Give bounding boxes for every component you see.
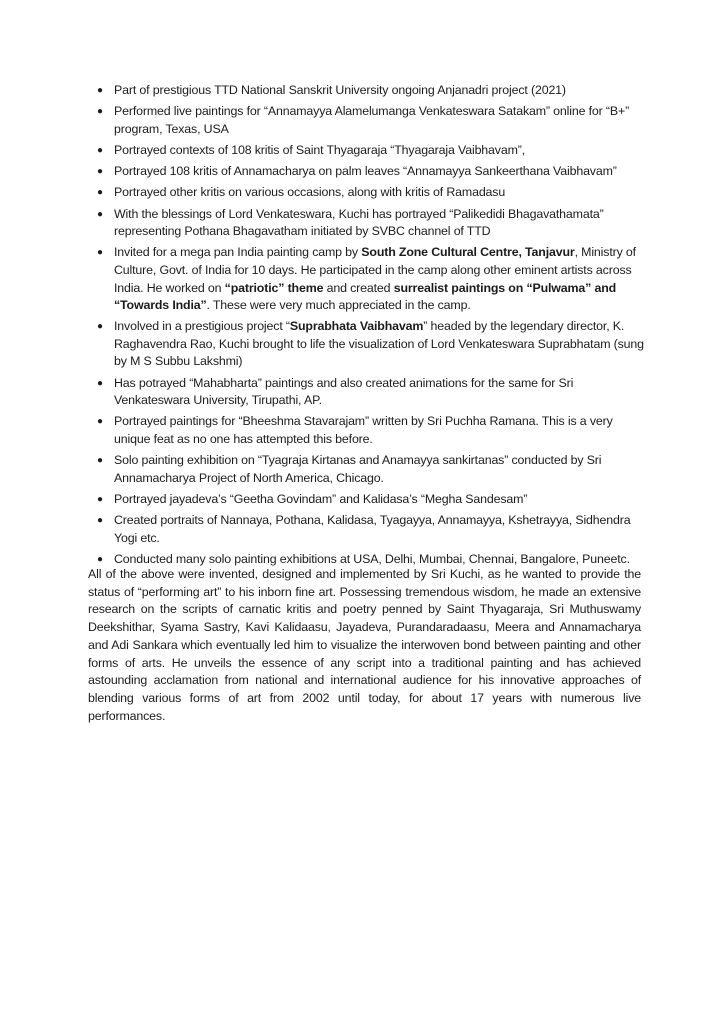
list-item — [97, 244, 646, 314]
bullet-icon: ● — [97, 144, 103, 156]
item-text: Created portraits of Nannaya, Pothana, Kalidasa, Tyagayya, Annamayya, Kshetrayya, Sidhendra Yogi etc. — [114, 513, 631, 545]
bullet-icon: ● — [97, 85, 103, 96]
list-item — [97, 206, 646, 241]
bullet-icon: ● — [97, 106, 103, 118]
list-item — [97, 413, 646, 448]
bullet-icon: ● — [97, 494, 103, 505]
bullet-icon: ● — [97, 416, 103, 428]
bullet-icon: ● — [97, 515, 103, 527]
item-text: Has potrayed “Mahabharta” paintings and also created animations for the same for Sri Venkateswara University, Tirupathi, AP. — [114, 375, 574, 408]
item-text: and created — [323, 280, 394, 295]
list-item — [97, 82, 646, 100]
list-item — [97, 512, 646, 547]
item-text: Portrayed jayadeva’s “Geetha Govindam” and Kalidasa’s “Megha Sandesam” — [114, 492, 528, 506]
bullet-icon: ● — [97, 208, 103, 220]
summary-paragraph: All of the above were invented, designed and implemented by Sri Kuchi, as he wanted to provide the status of “performing art” to his inborn fine art. Possessing tremendous wisdom, he made an extensive research on the scripts of carnatic kritis and poetry penned by Saint Thyagaraja, Sri Muthuswamy Deekshithar, Syama Sastry, Kavi Kalidaasu, Jayadeva, Purandaradaasu, Meera and Annamacharya and Adi Sankara which eventually led him to visualize the interwoven bond between painting and other forms of arts. He unveils the essence of any script into a traditional painting and has achieved astounding acclamation from national and international audience for his innovative approaches of blending various forms of art from 2002 until today, for about 17 years with numerous live performances. — [88, 567, 641, 723]
item-text: Part of prestigious TTD National Sanskrit University ongoing Anjanadri project (2021) — [114, 83, 566, 97]
item-text: Invited for a mega pan India painting camp by — [114, 245, 362, 260]
list-item — [97, 375, 646, 410]
list-item — [97, 142, 646, 160]
list-item — [97, 103, 646, 138]
bullet-icon: ● — [97, 187, 103, 199]
list-item — [97, 452, 646, 487]
item-text: Performed live paintings for “Annamayya Alamelumanga Venkateswara Satakam” online for “B+” program, Texas, USA — [114, 104, 630, 136]
item-text: Portrayed 108 kritis of Annamacharya on palm leaves “Annamayya Sankeerthana Vaibhavam” — [114, 164, 617, 179]
item-text: . These were very much appreciated in the camp. — [206, 298, 471, 313]
list-item — [97, 318, 646, 371]
item-text: With the blessings of Lord Venkateswara, Kuchi has portrayed “Palikedidi Bhagavathamata” representing Pothana Bhagavatham initiated by SVBC channel of TTD — [114, 206, 604, 239]
bullet-icon: ● — [97, 377, 103, 389]
item-text: Portrayed contexts of 108 kritis of Saint Thyagaraja “Thyagaraja Vaibhavam”, — [114, 142, 526, 157]
achievements-list — [97, 82, 646, 572]
bold-text: surrealist paintings on “Pulwama” and “Towards India” — [114, 280, 617, 313]
bold-text: South Zone Cultural Centre, Tanjavur — [361, 245, 575, 260]
bullet-icon: ● — [97, 553, 103, 565]
bullet-icon: ● — [97, 247, 103, 259]
bold-text: “patriotic” theme — [224, 280, 324, 295]
item-text: Conducted many solo painting exhibitions at USA, Delhi, Mumbai, Chennai, Bangalore, Puneetc. — [114, 551, 630, 566]
item-text: Solo painting exhibition on “Tyagraja Kirtanas and Anamayya sankirtanas” conducted by Sri Annamacharya Project of North America, Chicago. — [114, 453, 602, 485]
list-item — [97, 163, 646, 181]
item-text: Portrayed paintings for “Bheeshma Stavarajam” written by Sri Puchha Ramana. This is a very unique feat as no one has attempted this before. — [114, 414, 613, 447]
bullet-icon: ● — [97, 321, 103, 333]
item-text: , Ministry of Culture, Govt. of India for 10 days. He participated in the camp along other eminent artists across India. He worked on — [114, 245, 636, 295]
list-item — [97, 184, 646, 202]
item-text: Involved in a prestigious project “ — [114, 319, 290, 334]
list-item — [97, 491, 646, 509]
bold-text: Suprabhata Vaibhavam — [289, 319, 424, 334]
item-text: Portrayed other kritis on various occasions, along with kritis of Ramadasu — [114, 185, 506, 200]
bullet-icon: ● — [97, 166, 103, 178]
bullet-icon: ● — [97, 455, 103, 467]
item-text: ” headed by the legendary director, K. Raghavendra Rao, Kuchi brought to life the visualization of Lord Venkateswara Suprabhatam (sung by M S Subbu Lakshmi) — [114, 319, 644, 369]
